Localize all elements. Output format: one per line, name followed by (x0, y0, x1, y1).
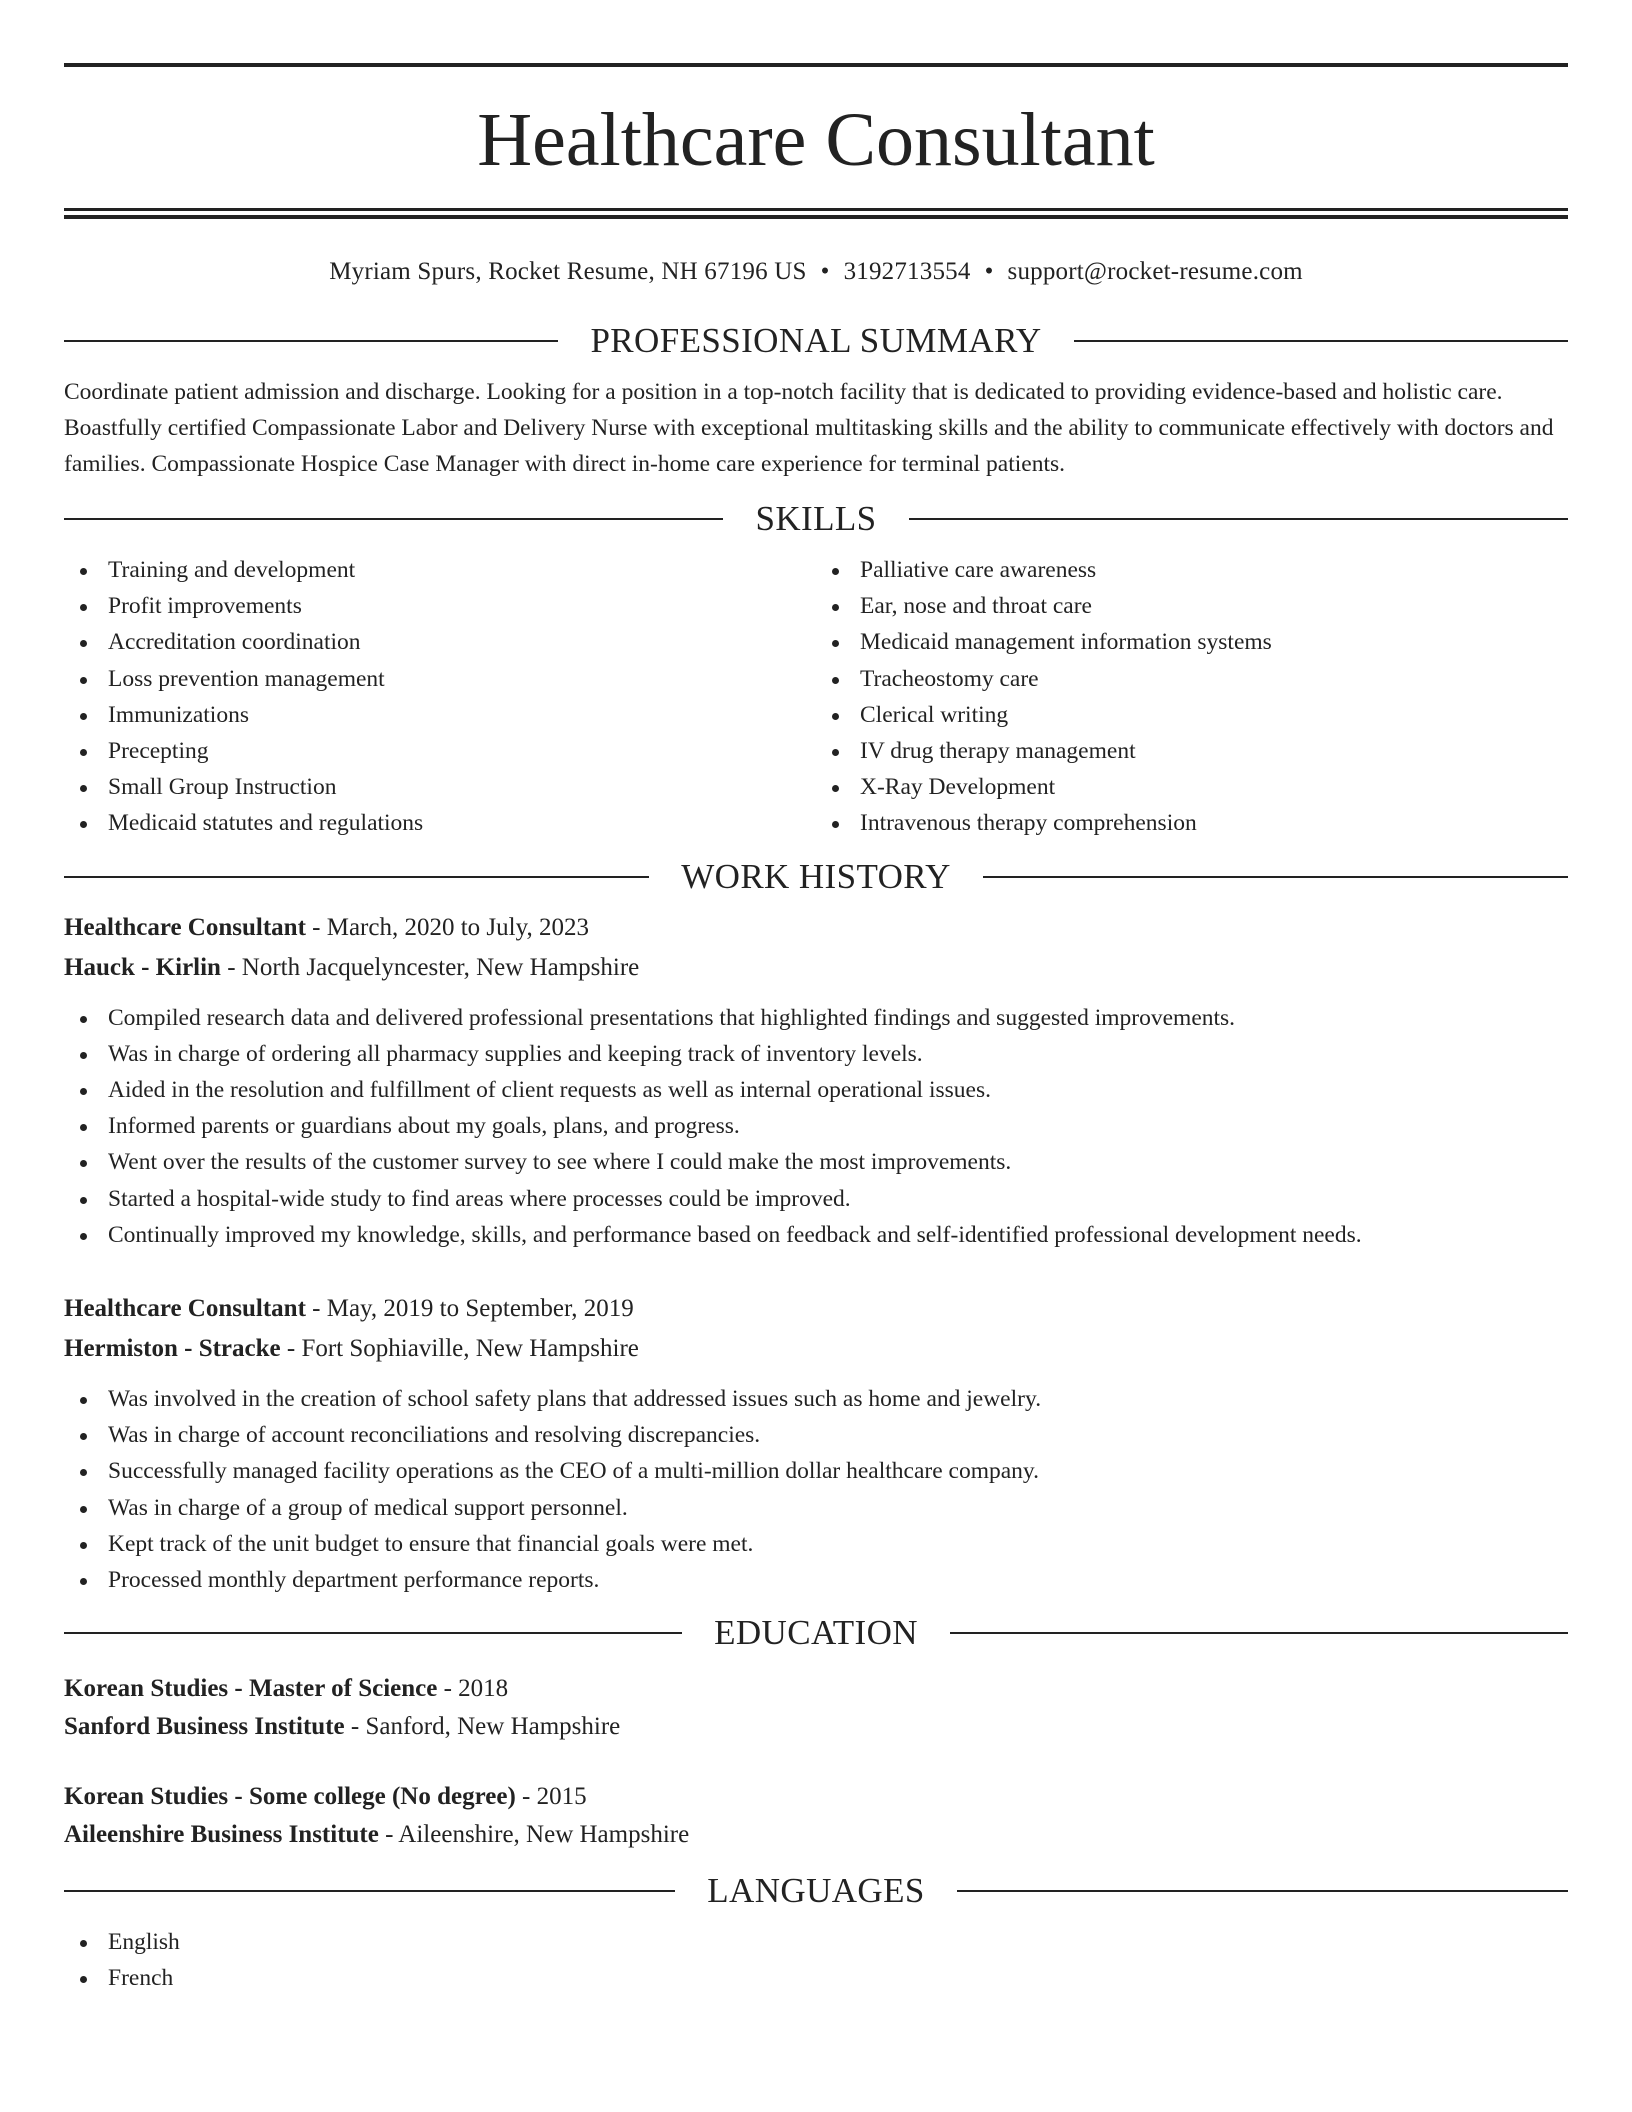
job-duties (64, 1000, 1568, 1253)
education-school: Sanford Business Institute (64, 1713, 345, 1741)
skill-item: Intravenous therapy comprehension (816, 805, 1568, 841)
languages-list (64, 1924, 1568, 1996)
skill-item: Small Group Instruction (64, 769, 816, 805)
job-company: Hauck - Kirlin (64, 953, 221, 981)
skill-item: Medicaid statutes and regulations (64, 805, 816, 841)
job-title: Healthcare Consultant (64, 913, 306, 941)
summary-heading: PROFESSIONAL SUMMARY (590, 321, 1042, 360)
education-year: - 2018 (437, 1675, 509, 1703)
section-rule (957, 1890, 1568, 1892)
section-rule (1074, 340, 1568, 342)
education-entry (64, 1670, 1568, 1746)
education-degree-line (64, 1778, 1568, 1816)
section-rule (909, 518, 1568, 520)
job-duties (64, 1381, 1568, 1598)
job-duty: Was in charge of a group of medical support personnel. (64, 1490, 1568, 1526)
skill-item: Training and development (64, 552, 816, 588)
skill-item: Medicaid management information systems (816, 624, 1568, 660)
skill-item: Accreditation coordination (64, 624, 816, 660)
language-item: French (64, 1960, 1568, 1996)
contact-separator: • (820, 258, 830, 285)
job-title-line (64, 1289, 1568, 1329)
skills-heading: SKILLS (755, 499, 877, 538)
job-duty: Started a hospital-wide study to find areas where processes could be improved. (64, 1181, 1568, 1217)
section-rule (64, 1632, 682, 1634)
skill-item: Palliative care awareness (816, 552, 1568, 588)
education-section-header (64, 1612, 1568, 1654)
job-duty: Continually improved my knowledge, skills, and performance based on feedback and self-identified professional development needs. (64, 1217, 1568, 1253)
contact-address: Myriam Spurs, Rocket Resume, NH 67196 US (329, 258, 807, 285)
skill-item: Loss prevention management (64, 661, 816, 697)
skill-item: Immunizations (64, 697, 816, 733)
job-company-line (64, 948, 1568, 988)
title-double-rule (64, 208, 1568, 219)
page-title: Healthcare Consultant (477, 98, 1155, 182)
job-location: - North Jacquelyncester, New Hampshire (220, 953, 640, 981)
section-rule (983, 876, 1568, 878)
summary-text: Coordinate patient admission and discharge. Looking for a position in a top-notch facility that is dedicated to providing evidence-based and holistic care. Boastfully certified Compassionate Labor and Delivery Nurse with exceptional multitasking skills and the ability to communicate effectively with doctors and families. Compassionate Hospice Case Manager with direct in-home care experience for terminal patients. (64, 379, 1554, 477)
top-rule (64, 63, 1568, 67)
job-duty: Was involved in the creation of school safety plans that addressed issues such as home and jewelry. (64, 1381, 1568, 1417)
contact-email: support@rocket-resume.com (1007, 258, 1303, 285)
job-company: Hermiston - Stracke (64, 1335, 281, 1363)
job-title-line (64, 908, 1568, 948)
contact-phone: 3192713554 (843, 258, 971, 285)
job-duty: Was in charge of account reconciliations and resolving discrepancies. (64, 1417, 1568, 1453)
skill-item: Clerical writing (816, 697, 1568, 733)
skills-list-right (816, 552, 1568, 842)
education-entry (64, 1778, 1568, 1854)
skill-item: Ear, nose and throat care (816, 588, 1568, 624)
section-rule (64, 518, 723, 520)
job-dates: - May, 2019 to September, 2019 (305, 1295, 634, 1323)
job-duty: Successfully managed facility operations as the CEO of a multi-million dollar healthcare company. (64, 1453, 1568, 1489)
job-duty: Kept track of the unit budget to ensure that financial goals were met. (64, 1526, 1568, 1562)
section-rule (64, 876, 649, 878)
contact-separator: • (984, 258, 994, 285)
contact-line (64, 257, 1568, 287)
work-heading: WORK HISTORY (681, 856, 951, 896)
education-year: - 2015 (515, 1783, 587, 1811)
job-duty: Was in charge of ordering all pharmacy supplies and keeping track of inventory levels. (64, 1036, 1568, 1072)
skills-grid (64, 552, 1568, 842)
skill-item: IV drug therapy management (816, 733, 1568, 769)
education-school-line (64, 1816, 1568, 1854)
skills-list-left (64, 552, 816, 842)
education-heading: EDUCATION (714, 1613, 918, 1653)
education-location: - Sanford, New Hampshire (344, 1713, 621, 1741)
job-duty: Informed parents or guardians about my goals, plans, and progress. (64, 1108, 1568, 1144)
skill-item: Precepting (64, 733, 816, 769)
job-title: Healthcare Consultant (64, 1295, 306, 1323)
education-school-line (64, 1708, 1568, 1746)
summary-section-header (64, 320, 1568, 362)
education-degree: Korean Studies - Master of Science (64, 1675, 438, 1703)
languages-section-header (64, 1870, 1568, 1912)
skill-item: Profit improvements (64, 588, 816, 624)
job-company-line (64, 1329, 1568, 1369)
job-duty: Processed monthly department performance reports. (64, 1562, 1568, 1598)
job-dates: - March, 2020 to July, 2023 (305, 913, 589, 941)
work-section-header (64, 856, 1568, 898)
section-rule (950, 1632, 1568, 1634)
job-location: - Fort Sophiaville, New Hampshire (280, 1335, 639, 1363)
education-location: - Aileenshire, New Hampshire (378, 1821, 690, 1849)
job-entry (64, 1289, 1568, 1598)
section-rule (64, 340, 558, 342)
job-entry (64, 908, 1568, 1253)
language-item: English (64, 1924, 1568, 1960)
job-duty: Compiled research data and delivered professional presentations that highlighted findings and suggested improvements. (64, 1000, 1568, 1036)
skills-section-header (64, 498, 1568, 540)
job-duty: Went over the results of the customer survey to see where I could make the most improvements. (64, 1144, 1568, 1180)
skill-item: X-Ray Development (816, 769, 1568, 805)
education-degree-line (64, 1670, 1568, 1708)
job-duty: Aided in the resolution and fulfillment of client requests as well as internal operational issues. (64, 1072, 1568, 1108)
education-school: Aileenshire Business Institute (64, 1821, 379, 1849)
skill-item: Tracheostomy care (816, 661, 1568, 697)
education-degree: Korean Studies - Some college (No degree) (64, 1783, 516, 1811)
languages-heading: LANGUAGES (707, 1871, 925, 1911)
section-rule (64, 1890, 675, 1892)
